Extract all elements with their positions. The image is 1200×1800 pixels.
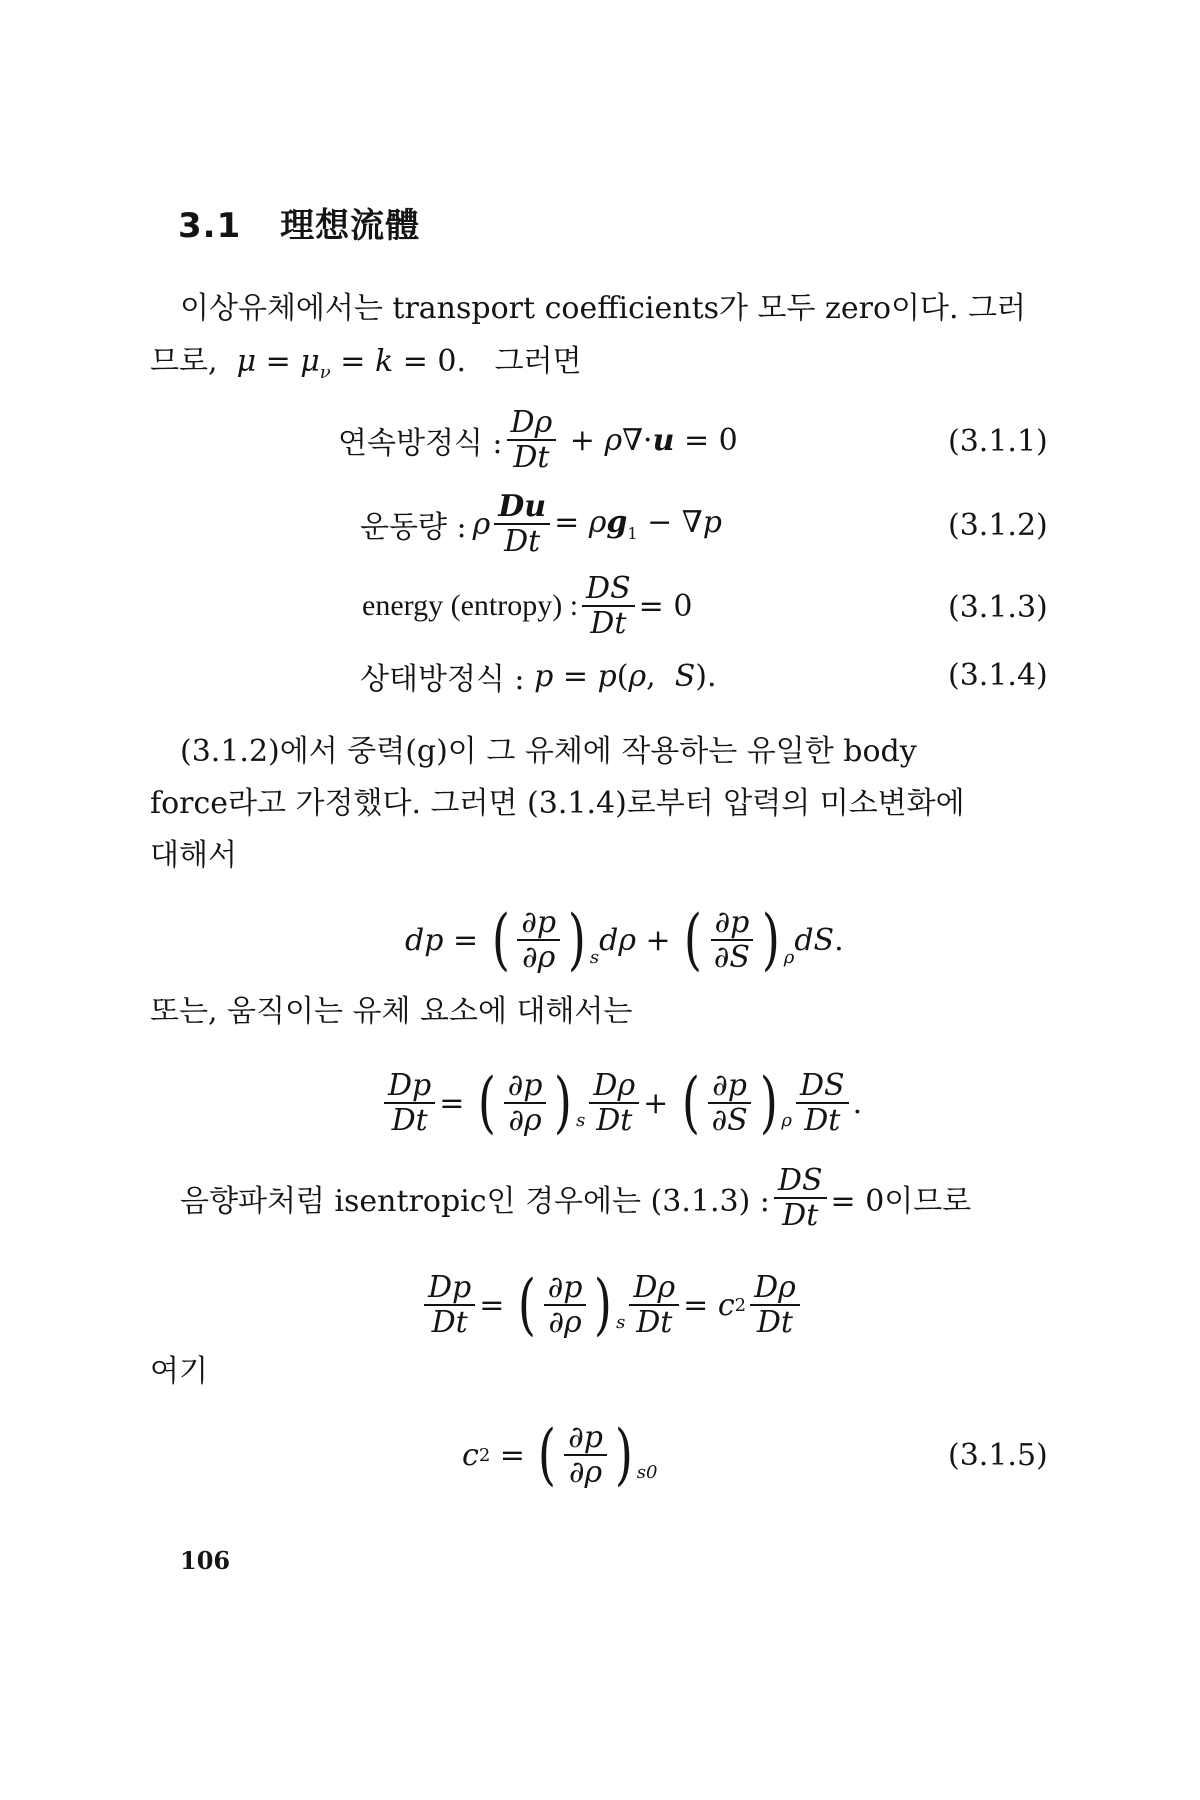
fraction: $\frac{D\rho}{Dt}$ [507,407,557,474]
equation-Dp-Dt: $\frac{Dp}{Dt}$ = ( $\frac{\partial p}{\partial\rho}$ ) s $\frac{D\rho}{Dt}$ + ( $\frac{\partial p}{\partial S}$ ) ρ $\frac{DS}{Dt}$ . [380,1048,862,1158]
equation-sound-speed: c 2 = ( $\frac{\partial p}{\partial\rho}$ ) s0 [462,1416,658,1493]
fraction: $\frac{DS}{Dt}$ [774,1165,827,1232]
para3-line1: 또는, 움직이는 유체 요소에 대해서는 [150,994,633,1029]
para2-line1: (3.1.2)에서 중력(g)이 그 유체에 작용하는 유일한 body [180,734,917,769]
section-heading [178,198,420,247]
para4-pre: 음향파처럼 isentropic인 경우에는 (3.1.3) : [180,1184,770,1219]
para5-line1: 여기 [150,1354,208,1389]
equation-state: 상태방정식 : p = p(ρ, S). [360,636,717,716]
equation-continuity: 연속방정식 : $\frac{D\rho}{Dt}$ + ρ∇·u = 0 [338,404,738,475]
equation-momentum: 운동량 : ρ $\frac{Du}{Dt}$ = $\rho g_1 - \nabla p$ [360,488,722,559]
page-number: 106 [180,1546,231,1575]
para4 [180,1158,971,1238]
equation-label: 상태방정식 : [360,662,525,697]
fraction: $\frac{Du}{Dt}$ [494,491,550,558]
para1-line2: 므로, $\mu = \mu_\nu = k = 0$. 그러면 [150,344,582,383]
equation-number: (3.1.1) [948,424,1048,459]
para1-line1: 이상유체에서는 transport coefficients가 모두 zero이다. 그러 [180,291,1027,326]
equation-isentropic: $\frac{Dp}{Dt}$ = ( $\frac{\partial p}{\partial\rho}$ ) s $\frac{D\rho}{Dt}$ = c 2 $\frac{D\rho}{Dt}$ [420,1250,804,1360]
section-title: 理想流體 [280,206,421,246]
fraction: $\frac{DS}{Dt}$ [582,573,635,640]
equation-energy: energy (entropy) : $\frac{DS}{Dt}$ = 0 [362,570,693,641]
equation-number: (3.1.3) [948,590,1048,625]
para2-line2: force라고 가정했다. 그러면 (3.1.4)로부터 압력의 미소변화에 [150,786,965,821]
para4-post: = 0이므로 [830,1184,972,1219]
para1-line2-tail: 그러면 [494,344,582,379]
para1-line2-text: 므로, [150,344,218,379]
param-equation: μ [236,344,257,379]
equation-number: (3.1.2) [948,508,1048,543]
section-number: 3.1 [178,206,242,246]
equation-label: 연속방정식 : [338,426,503,461]
para2-line3: 대해서 [150,838,237,873]
equation-dp: dp = ( $\frac{\partial p}{\partial\rho}$ ) s dρ + ( $\frac{\partial p}{\partial S}$ ) ρ dS . [405,901,844,978]
equation-label: 운동량 : [360,510,467,545]
equation-label: energy (entropy) : [362,589,579,622]
equation-number: (3.1.5) [948,1438,1048,1473]
equation-number: (3.1.4) [948,658,1048,693]
